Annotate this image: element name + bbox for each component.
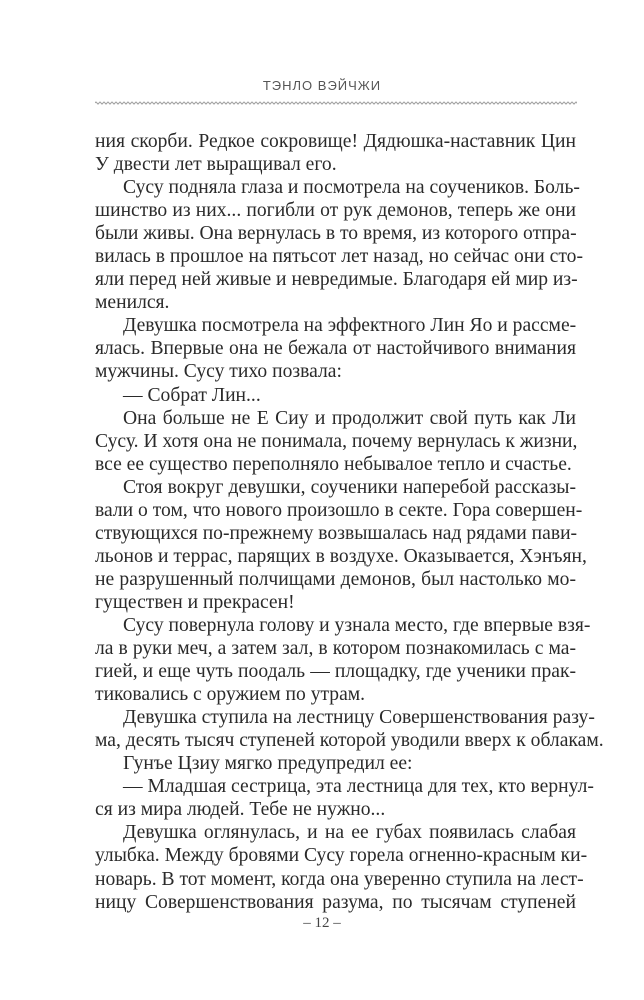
text-line: ницу Совершенствования разума, по тысячам ступеней <box>95 891 576 913</box>
text-line: мужчины. Сусу тихо позвала: <box>95 361 342 383</box>
text-line: вилась в прошлое на пятьсот лет назад, но сейчас они сто- <box>95 246 583 268</box>
paragraph <box>95 706 604 752</box>
running-head: ТЭНЛО ВЭЙЧЖИ <box>262 78 382 93</box>
text-line: Сусу. И хотя она не понимала, почему вернулась к жизни, <box>95 430 578 452</box>
paragraph <box>95 476 587 614</box>
paragraph <box>95 614 591 706</box>
text-line: Сусу повернула голову и узнала место, где впервые взя- <box>123 614 591 636</box>
text-line: гуществен и прекрасен! <box>95 591 295 613</box>
paragraph <box>95 130 576 176</box>
text-line: ла в руки меч, а затем зал, в котором познакомилась с ма- <box>95 638 576 660</box>
paragraph <box>95 176 583 314</box>
text-line: ся из мира людей. Тебе не нужно... <box>95 799 386 821</box>
text-line: льонов и террас, парящих в воздухе. Оказывается, Хэнъян, <box>95 545 587 567</box>
text-line: новарь. В тот момент, когда она уверенно ступила на лест- <box>95 868 584 890</box>
text-line: Девушка ступила на лестницу Совершенствования разу- <box>123 707 595 729</box>
body-text <box>95 130 604 914</box>
text-line: ствующихся по-прежнему возвышалась над рядами пави- <box>95 522 578 544</box>
text-line: У двести лет выращивал его. <box>95 154 337 176</box>
text-line: тиковались с оружием по утрам. <box>95 684 366 706</box>
text-line: — Собрат Лин... <box>123 384 261 406</box>
text-line: Сусу подняла глаза и посмотрела на соучеников. Боль- <box>123 177 580 199</box>
text-line: — Младшая сестрица, эта лестница для тех, кто вернул- <box>123 776 594 798</box>
paragraph <box>95 314 576 383</box>
paragraph <box>95 775 594 821</box>
text-line: улыбка. Между бровями Сусу горела огненно-красным ки- <box>95 845 588 867</box>
text-line: ния скорби. Редкое сокровище! Дядюшка-наставник Цин <box>95 131 576 152</box>
text-line: вали о том, что нового произошло в секте. Гора совершен- <box>95 499 583 521</box>
text-line: менился. <box>95 292 170 314</box>
text-line: шинство из них... погибли от рук демонов, теперь же они <box>95 200 576 222</box>
text-line: яли перед ней живые и невредимые. Благодаря ей мир из- <box>95 269 578 291</box>
page-number: – 12 – <box>303 915 341 931</box>
text-line: ма, десять тысяч ступеней которой уводили вверх к облакам. <box>95 730 604 752</box>
decorative-wavy-rule <box>95 99 577 107</box>
text-line: Стоя вокруг девушки, соученики наперебой рассказы- <box>123 476 576 498</box>
text-line: гией, и еще чуть поодаль — площадку, где ученики прак- <box>95 661 576 683</box>
text-line: ялась. Впервые она не бежала от настойчивого внимания <box>95 338 576 360</box>
paragraph <box>95 384 576 407</box>
text-line: Девушка посмотрела на эффектного Лин Яо и рассме- <box>123 315 577 337</box>
paragraph <box>95 407 576 476</box>
paragraph <box>95 821 588 913</box>
text-line: не разрушенный полчищами демонов, был настолько мо- <box>95 568 576 590</box>
text-line: Гунъе Цзиу мягко предупредил ее: <box>123 753 413 775</box>
text-line: Она больше не Е Сиу и продолжит свой путь как Ли <box>123 407 576 429</box>
text-line: Девушка оглянулась, и на ее губах появилась слабая <box>123 822 576 844</box>
text-line: все ее существо переполняло небывалое тепло и счастье. <box>95 453 572 475</box>
paragraph <box>95 752 576 775</box>
text-line: были живы. Она вернулась в то время, из которого отпра- <box>95 223 577 245</box>
